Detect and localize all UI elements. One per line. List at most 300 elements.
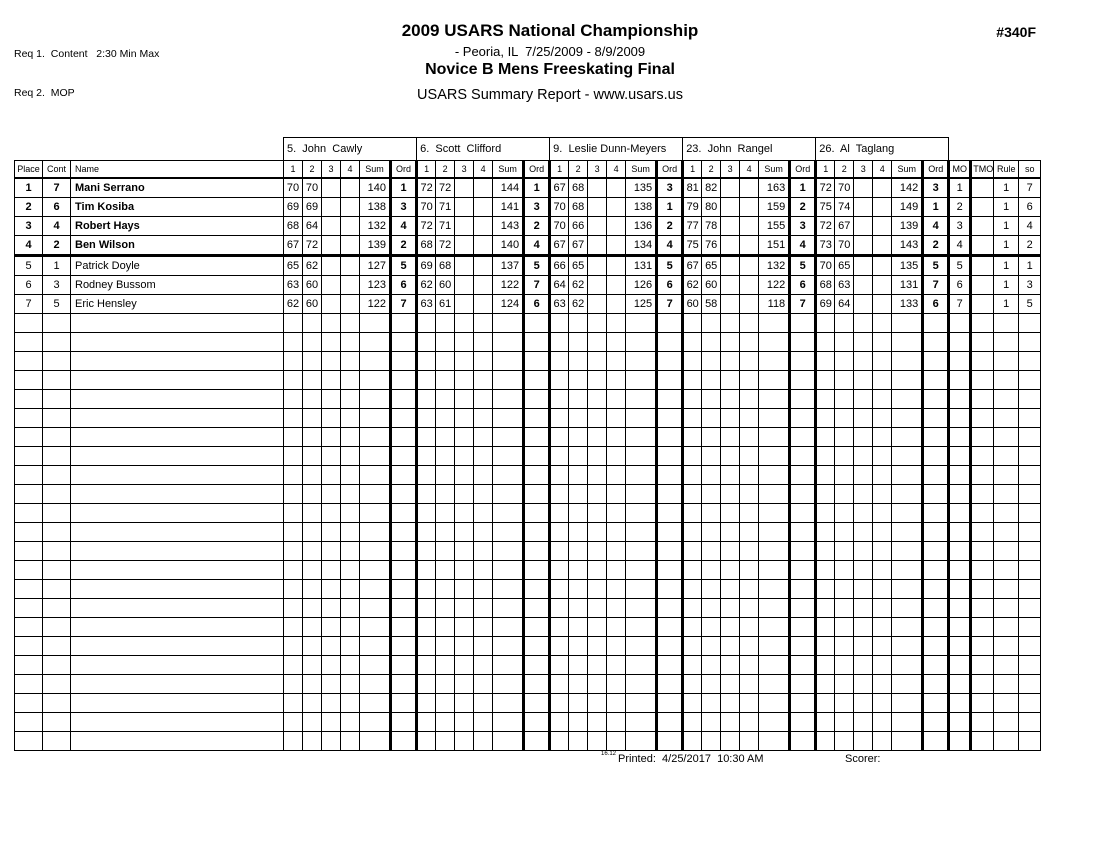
tmo-cell [971,217,994,236]
ord-cell [524,694,550,713]
name-cell [71,675,284,694]
ord-cell [657,656,683,675]
mark-cell [721,580,740,599]
mark-cell [683,656,702,675]
mark-cell [854,523,873,542]
place-cell [15,485,43,504]
mark-cell [322,447,341,466]
mark-cell [607,542,626,561]
mark-cell [550,447,569,466]
mark-cell [835,637,854,656]
mark-cell [816,485,835,504]
mark-header: 1 [683,161,702,179]
mark-cell [341,580,360,599]
mark-cell [455,236,474,256]
mark-cell [835,314,854,333]
name-cell [71,333,284,352]
sum-header: Sum [626,161,657,179]
mark-cell [588,428,607,447]
sum-header: Sum [892,161,923,179]
mark-cell [702,466,721,485]
mark-cell [455,561,474,580]
ord-cell [524,485,550,504]
cont-cell: 1 [43,256,71,276]
mark-cell [702,618,721,637]
ord-cell: 3 [524,198,550,217]
rule-cell [994,523,1019,542]
mark-cell [284,713,303,732]
mark-cell [303,314,322,333]
ord-cell [790,390,816,409]
place-cell: 4 [15,236,43,256]
name-cell: Ben Wilson [71,236,284,256]
ord-cell: 1 [657,198,683,217]
mark-cell [873,447,892,466]
ord-cell [524,409,550,428]
name-cell [71,352,284,371]
cont-cell [43,523,71,542]
ord-cell [391,466,417,485]
empty-row [15,675,1041,694]
mark-cell [835,694,854,713]
mo-cell: 4 [949,236,971,256]
cont-cell [43,599,71,618]
mark-cell [341,333,360,352]
mark-cell [569,466,588,485]
mark-cell [854,256,873,276]
mark-cell [854,178,873,198]
mark-cell [322,390,341,409]
mark-cell: 72 [436,236,455,256]
mark-cell [322,352,341,371]
mo-cell [949,466,971,485]
mark-header: 3 [322,161,341,179]
mark-cell [702,333,721,352]
mark-cell [721,637,740,656]
ord-cell [790,561,816,580]
mark-cell [455,675,474,694]
sum-cell: 131 [892,276,923,295]
mark-header: 1 [550,161,569,179]
rule-cell [994,580,1019,599]
mark-cell: 64 [835,295,854,314]
mo-cell [949,694,971,713]
ord-cell [923,523,949,542]
ord-cell [391,447,417,466]
championship-title: 2009 USARS National Championship [401,21,699,40]
mark-cell [702,713,721,732]
name-cell [71,428,284,447]
mo-cell [949,561,971,580]
sum-cell: 134 [626,236,657,256]
mark-cell [436,637,455,656]
mark-cell: 65 [702,256,721,276]
cont-cell [43,675,71,694]
so-cell [1019,656,1041,675]
mark-cell [436,675,455,694]
sum-cell [759,333,790,352]
mark-cell [322,428,341,447]
mark-cell [721,599,740,618]
ord-cell [923,428,949,447]
place-cell [15,352,43,371]
mark-cell [284,694,303,713]
name-cell [71,409,284,428]
mark-cell [341,732,360,751]
place-cell [15,466,43,485]
ord-cell [790,732,816,751]
place-cell: 3 [15,217,43,236]
sum-cell [626,371,657,390]
mark-cell [607,504,626,523]
mark-cell [455,198,474,217]
mark-cell [417,580,436,599]
sum-cell [892,409,923,428]
mark-cell [588,178,607,198]
mark-cell [569,656,588,675]
mark-cell [436,447,455,466]
tmo-cell [971,466,994,485]
mark-cell [284,390,303,409]
rule-cell [994,637,1019,656]
so-cell [1019,713,1041,732]
ord-cell [524,466,550,485]
ord-cell: 6 [524,295,550,314]
ord-cell: 3 [923,178,949,198]
sum-cell [626,504,657,523]
mark-cell [854,198,873,217]
mark-cell [303,732,322,751]
mark-cell [588,542,607,561]
mark-cell [341,447,360,466]
sum-header: Sum [493,161,524,179]
ord-cell [790,656,816,675]
mark-cell [474,295,493,314]
mark-header: 2 [303,161,322,179]
mark-cell [683,352,702,371]
name-cell [71,314,284,333]
tmo-cell [971,542,994,561]
tmo-cell [971,447,994,466]
sum-cell: 132 [360,217,391,236]
rule-cell [994,542,1019,561]
place-cell [15,504,43,523]
ord-cell [391,371,417,390]
sum-cell [493,713,524,732]
ord-cell [391,428,417,447]
mark-cell [721,447,740,466]
mark-cell [854,333,873,352]
mark-cell [854,580,873,599]
mark-cell [455,713,474,732]
name-header: Name [71,161,284,179]
mark-cell [683,447,702,466]
mark-cell [721,694,740,713]
mark-cell [588,713,607,732]
cont-cell [43,390,71,409]
mark-cell [873,542,892,561]
name-cell [71,599,284,618]
place-cell [15,618,43,637]
mark-cell: 82 [702,178,721,198]
mark-cell: 78 [702,217,721,236]
mark-cell [702,485,721,504]
empty-row [15,523,1041,542]
ord-cell [391,390,417,409]
mark-cell [740,656,759,675]
ord-cell: 4 [923,217,949,236]
mark-cell [284,447,303,466]
ord-cell [391,618,417,637]
mark-cell [607,314,626,333]
sum-cell [626,618,657,637]
location-dates: - Peoria, IL 7/25/2009 - 8/9/2009 [454,44,646,59]
mark-cell: 69 [417,256,436,276]
ord-cell: 3 [391,198,417,217]
mark-header: 2 [702,161,721,179]
ord-cell [657,618,683,637]
name-cell [71,523,284,542]
empty-row [15,447,1041,466]
mark-cell [683,371,702,390]
mark-cell [607,656,626,675]
sum-cell [493,637,524,656]
mark-cell [740,276,759,295]
ord-header: Ord [391,161,417,179]
table-row [15,276,1041,295]
ord-cell [524,542,550,561]
mark-cell [873,713,892,732]
so-cell [1019,371,1041,390]
mark-cell [322,561,341,580]
mark-cell [588,295,607,314]
ord-cell [391,713,417,732]
ord-cell: 2 [391,236,417,256]
name-cell [71,504,284,523]
ord-cell [657,466,683,485]
mark-cell [588,333,607,352]
ord-cell [923,580,949,599]
rule-cell [994,656,1019,675]
sum-cell [360,390,391,409]
mark-cell [588,656,607,675]
mark-cell [854,466,873,485]
mark-cell [835,713,854,732]
ord-cell [657,713,683,732]
cont-cell: 4 [43,217,71,236]
mark-cell [702,580,721,599]
mark-cell [455,447,474,466]
empty-row [15,694,1041,713]
mark-cell [854,561,873,580]
ord-cell [790,599,816,618]
ord-cell [790,352,816,371]
mark-cell [417,732,436,751]
mark-cell [854,314,873,333]
sum-cell: 133 [892,295,923,314]
sum-cell: 136 [626,217,657,236]
ord-cell [923,542,949,561]
mark-cell [341,409,360,428]
name-cell: Rodney Bussom [71,276,284,295]
mark-cell: 65 [569,256,588,276]
so-cell [1019,409,1041,428]
ord-cell: 4 [790,236,816,256]
mark-cell [569,371,588,390]
mark-cell [550,599,569,618]
mark-cell [322,371,341,390]
mark-cell [702,447,721,466]
tmo-cell [971,637,994,656]
mark-cell [873,295,892,314]
mark-cell: 63 [284,276,303,295]
sum-cell [360,694,391,713]
sum-cell [493,599,524,618]
cont-cell [43,580,71,599]
mark-cell [854,504,873,523]
mark-cell: 70 [303,178,322,198]
mark-cell [607,198,626,217]
mark-cell [322,618,341,637]
sum-cell [493,447,524,466]
mark-cell [816,504,835,523]
mark-cell [607,217,626,236]
mark-cell [569,390,588,409]
mark-cell [588,447,607,466]
sum-cell [759,618,790,637]
mark-cell [550,732,569,751]
sum-cell: 141 [493,198,524,217]
mark-cell [474,561,493,580]
mark-cell [322,485,341,504]
results-head [15,138,1041,179]
rule-cell [994,447,1019,466]
mark-cell [607,637,626,656]
place-cell [15,523,43,542]
mark-cell [873,236,892,256]
sum-cell [759,314,790,333]
mark-cell [721,713,740,732]
mark-cell [455,523,474,542]
mark-cell [854,428,873,447]
sum-cell [759,675,790,694]
mark-cell [550,485,569,504]
mark-cell [721,409,740,428]
sum-cell: 125 [626,295,657,314]
results-body [15,178,1041,751]
mark-cell [607,276,626,295]
mark-cell [455,466,474,485]
mark-cell [474,314,493,333]
sum-cell [759,466,790,485]
mark-cell [322,256,341,276]
place-cell [15,675,43,694]
sum-cell [360,371,391,390]
ord-cell: 6 [657,276,683,295]
mark-cell: 62 [303,256,322,276]
mark-cell [816,580,835,599]
mark-cell: 65 [835,256,854,276]
ord-cell [657,561,683,580]
ord-cell [790,371,816,390]
sum-cell: 138 [360,198,391,217]
mark-cell [607,178,626,198]
ord-cell [923,656,949,675]
scorer-label: Scorer: [845,753,881,765]
ord-cell [923,314,949,333]
mark-cell [569,694,588,713]
rule-cell: 1 [994,178,1019,198]
ord-cell [923,371,949,390]
mark-cell [455,618,474,637]
mark-cell [436,466,455,485]
mark-cell [702,637,721,656]
sum-cell: 163 [759,178,790,198]
tmo-cell [971,236,994,256]
mark-cell [474,390,493,409]
ord-cell [391,561,417,580]
mark-header: 2 [569,161,588,179]
so-cell: 3 [1019,276,1041,295]
mark-cell [417,504,436,523]
mark-cell [607,485,626,504]
ord-cell: 3 [657,178,683,198]
mark-cell [607,561,626,580]
rule-cell [994,352,1019,371]
mark-cell [284,333,303,352]
mark-cell [474,637,493,656]
mark-cell [341,637,360,656]
ord-cell [391,333,417,352]
mark-cell [721,428,740,447]
mark-cell: 81 [683,178,702,198]
mark-cell [702,371,721,390]
mark-header: 4 [873,161,892,179]
sum-cell [626,637,657,656]
mark-cell [740,333,759,352]
mark-cell [740,409,759,428]
mark-cell [436,485,455,504]
mo-cell [949,580,971,599]
so-cell [1019,352,1041,371]
sum-cell: 122 [493,276,524,295]
mark-cell [740,637,759,656]
tmo-cell [971,694,994,713]
mark-cell [740,618,759,637]
ord-cell [657,390,683,409]
sum-cell: 132 [759,256,790,276]
mark-cell [474,656,493,675]
mark-cell: 75 [816,198,835,217]
sum-cell: 143 [493,217,524,236]
table-row [15,178,1041,198]
mark-cell [284,504,303,523]
mark-cell [303,333,322,352]
ord-cell [524,618,550,637]
sum-cell: 143 [892,236,923,256]
rule-cell [994,466,1019,485]
name-cell: Robert Hays [71,217,284,236]
sum-cell [493,390,524,409]
mark-cell [569,542,588,561]
mark-cell [873,352,892,371]
ord-cell [790,409,816,428]
sum-cell: 140 [493,236,524,256]
sum-cell [892,428,923,447]
ord-cell [923,352,949,371]
mark-cell: 68 [436,256,455,276]
sum-cell [892,580,923,599]
